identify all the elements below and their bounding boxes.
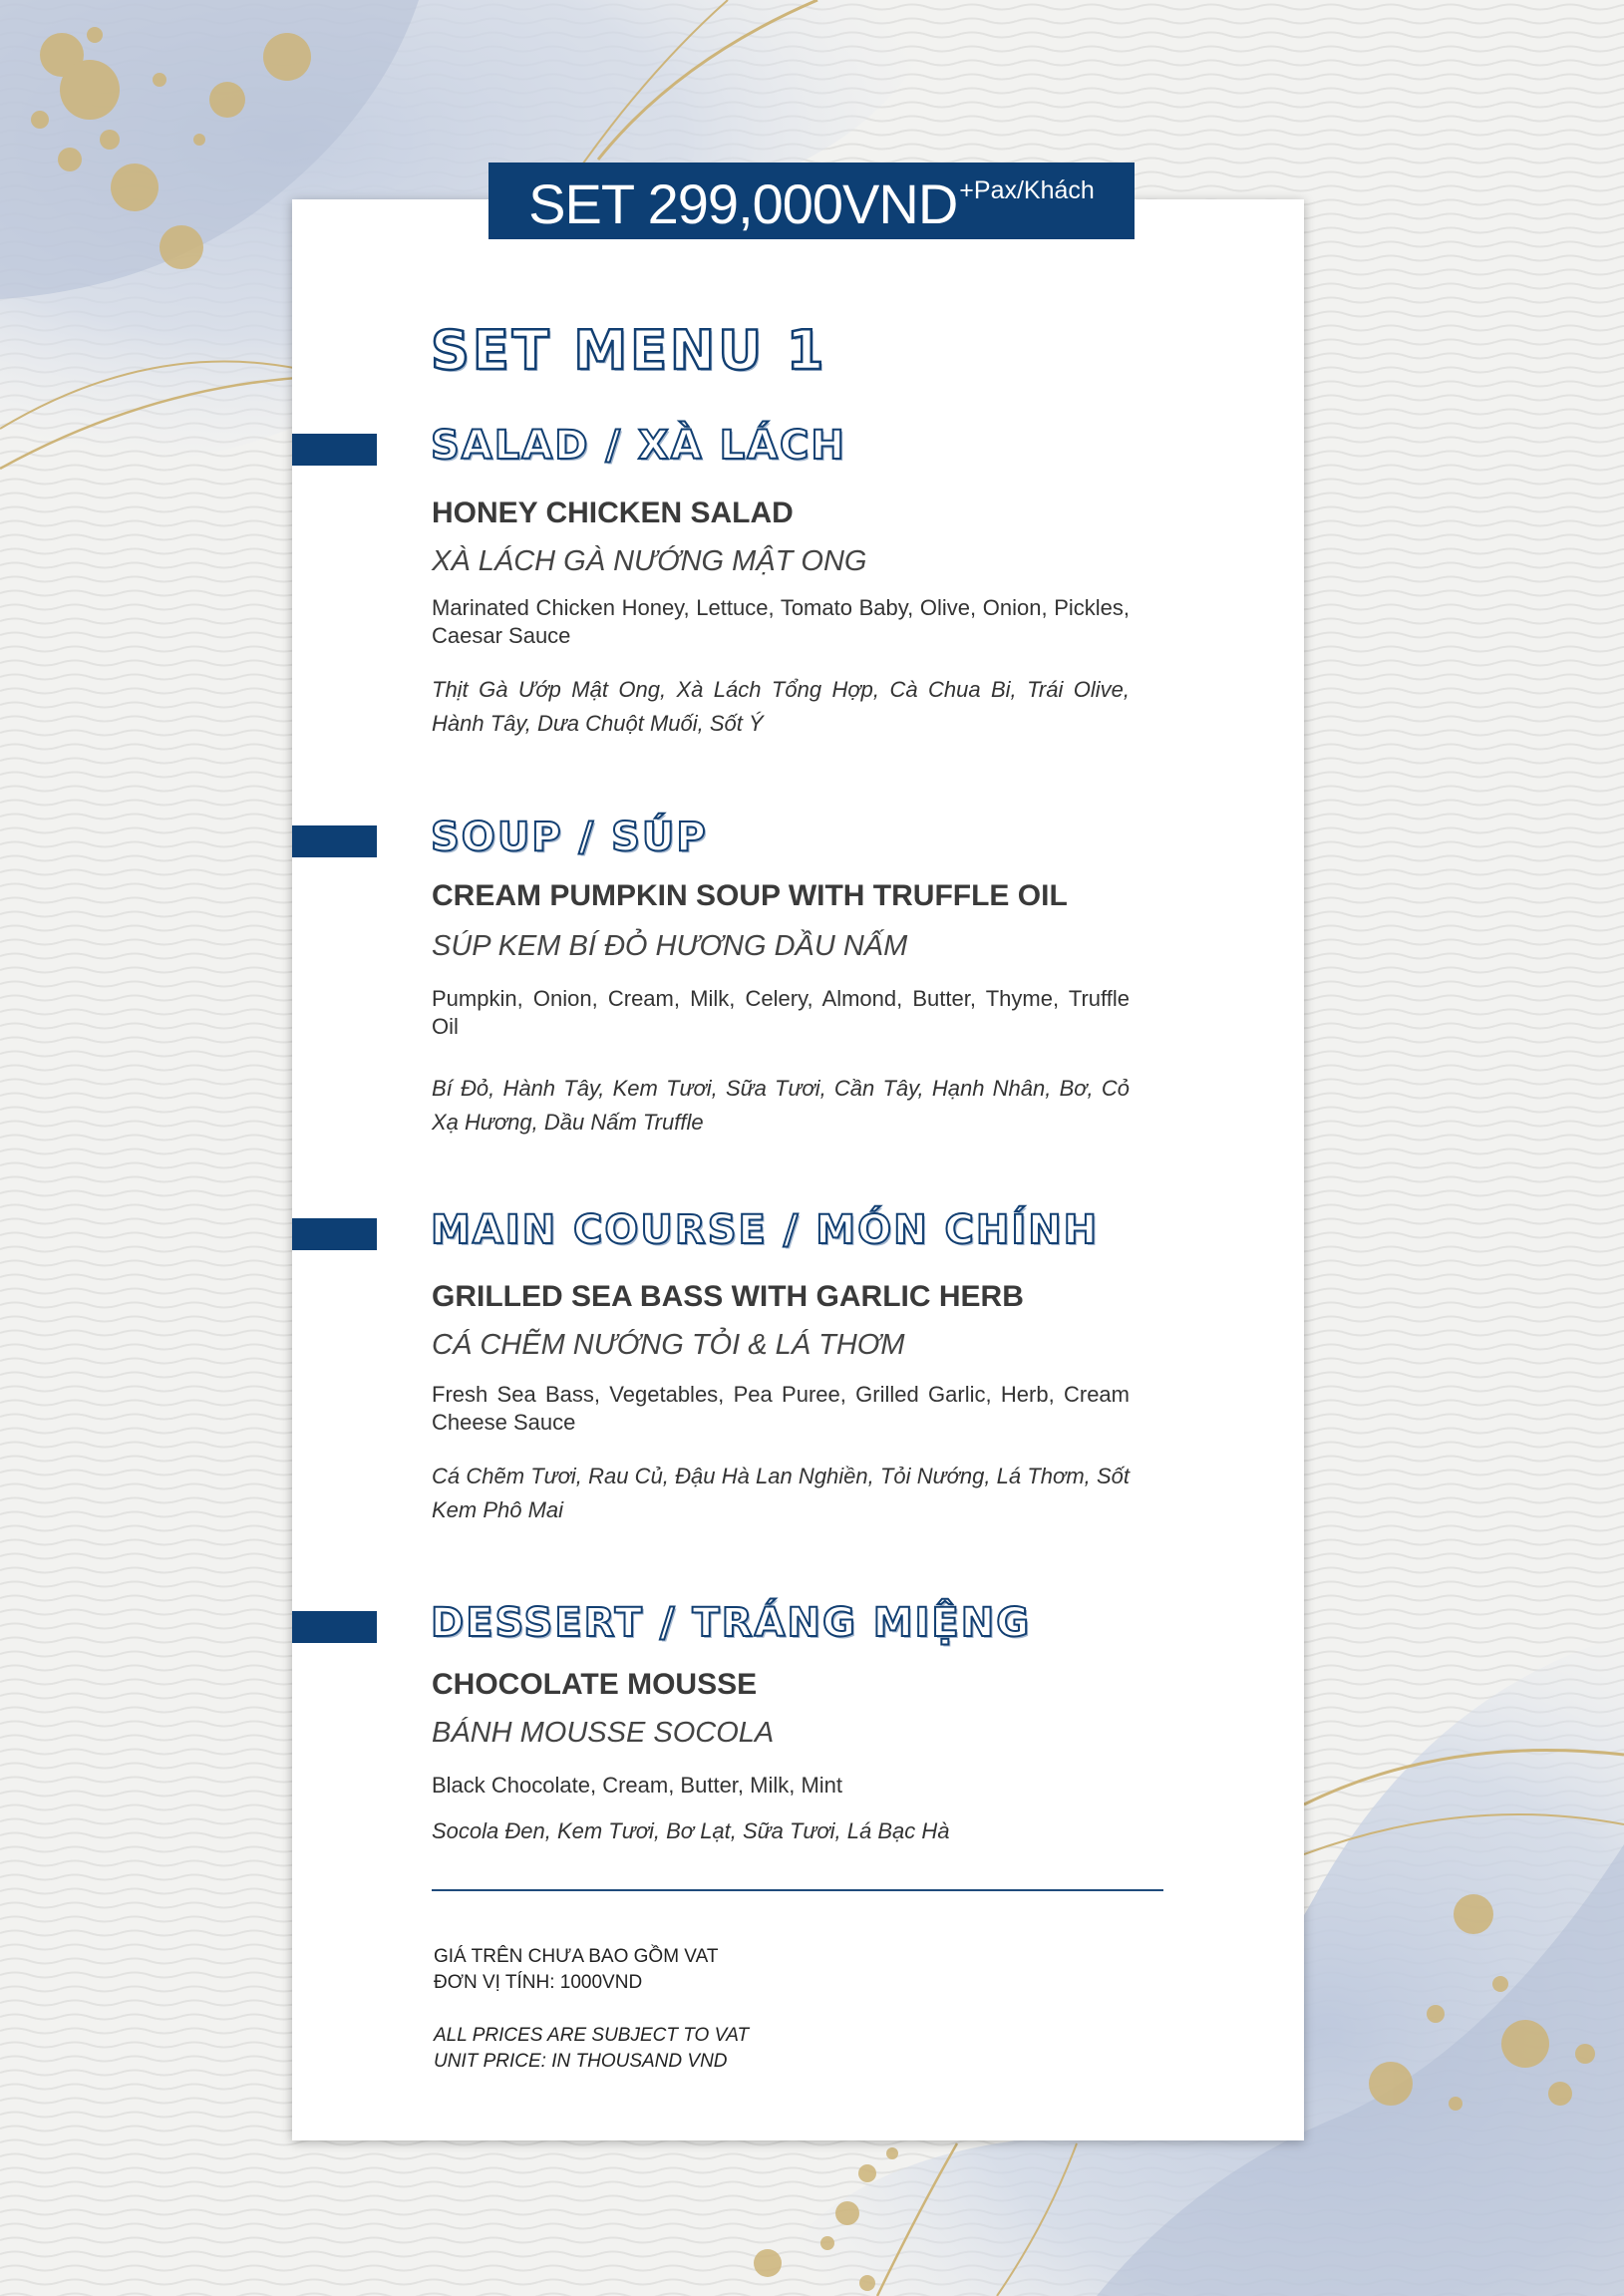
section-title-soup: SOUP / SÚP [431, 815, 708, 860]
menu-card [292, 199, 1304, 2140]
section-title-salad: SALAD / XÀ LÁCH [431, 423, 846, 469]
unit-note-vi: ĐƠN VỊ TÍNH: 1000VND [434, 1972, 643, 1993]
dish-name-vi: XÀ LÁCH GÀ NƯỚNG MẬT ONG [432, 545, 867, 577]
dish-name: CHOCOLATE MOUSSE [432, 1668, 758, 1701]
dish-ingredients-vi: Cá Chẽm Tươi, Rau Củ, Đậu Hà Lan Nghiền, Tỏi Nướng, Lá Thơm, Sốt Kem Phô Mai [432, 1464, 1130, 1522]
set-price: SET 299,000VND [528, 171, 958, 235]
dish-name-vi: CÁ CHẼM NƯỚNG TỎI & LÁ THƠM [432, 1329, 905, 1361]
dish-name: HONEY CHICKEN SALAD [432, 496, 794, 529]
dish-ingredients: Fresh Sea Bass, Vegetables, Pea Puree, Grilled Garlic, Herb, Cream Cheese Sauce [432, 1382, 1130, 1435]
dish-ingredients-vi: Bí Đỏ, Hành Tây, Kem Tươi, Sữa Tươi, Cần Tây, Hạnh Nhân, Bơ, Cỏ Xạ Hương, Dầu Nấm Truffle [432, 1076, 1130, 1135]
vat-note-vi: GIÁ TRÊN CHƯA BAO GỒM VAT [434, 1946, 719, 1967]
vat-note-en: ALL PRICES ARE SUBJECT TO VAT [434, 2025, 750, 2046]
price-banner [488, 163, 1135, 239]
section-marker [292, 825, 377, 857]
section-title-dessert: DESSERT / TRÁNG MIỆNG [431, 1600, 1032, 1646]
dish-ingredients: Pumpkin, Onion, Cream, Milk, Celery, Almond, Butter, Thyme, Truffle Oil [432, 986, 1130, 1039]
section-marker [292, 1218, 377, 1250]
section-title-main-course: MAIN COURSE / MÓN CHÍNH [431, 1207, 1100, 1253]
section-marker [292, 434, 377, 466]
dish-name: GRILLED SEA BASS WITH GARLIC HERB [432, 1280, 1024, 1313]
dish-name: CREAM PUMPKIN SOUP WITH TRUFFLE OIL [432, 879, 1068, 912]
dish-ingredients: Marinated Chicken Honey, Lettuce, Tomato Baby, Olive, Onion, Pickles, Caesar Sauce [432, 595, 1130, 648]
dish-ingredients-vi: Thịt Gà Ướp Mật Ong, Xà Lách Tổng Hợp, Cà Chua Bi, Trái Olive, Hành Tây, Dưa Chuột Muối, Sốt Ý [432, 677, 1130, 736]
section-marker [292, 1611, 377, 1643]
dish-name-vi: BÁNH MOUSSE SOCOLA [432, 1717, 775, 1749]
divider [432, 1889, 1163, 1891]
dish-ingredients: Black Chocolate, Cream, Butter, Milk, Mint [432, 1773, 843, 1798]
menu-title: SET MENU 1 [431, 319, 827, 382]
unit-note-en: UNIT PRICE: IN THOUSAND VND [434, 2051, 728, 2072]
dish-name-vi: SÚP KEM BÍ ĐỎ HƯƠNG DẦU NẤM [432, 930, 908, 962]
dish-ingredients-vi: Socola Đen, Kem Tươi, Bơ Lạt, Sữa Tươi, Lá Bạc Hà [432, 1818, 950, 1843]
price-suffix: +Pax/Khách [959, 176, 1095, 204]
